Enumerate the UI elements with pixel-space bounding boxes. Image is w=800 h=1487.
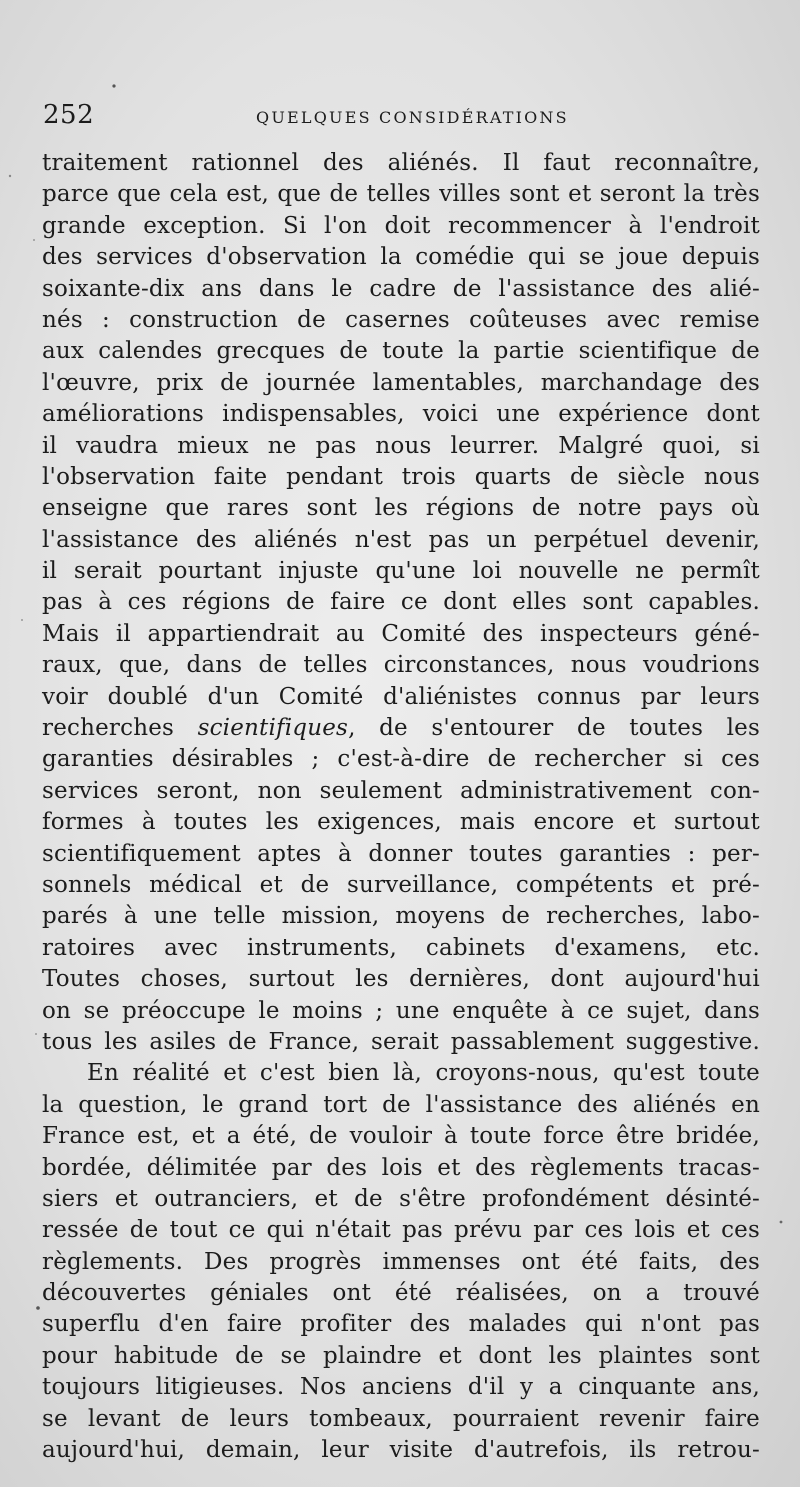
text-line: services seront, non seulement administrativement con- bbox=[42, 777, 760, 804]
text-line-paragraph-start: En réalité et c'est bien là, croyons-nous, qu'est toute bbox=[87, 1060, 760, 1087]
text-line: aux calendes grecques de toute la partie scientifique de bbox=[42, 338, 760, 365]
text-line: pour habitude de se plaindre et dont les plaintes sont bbox=[42, 1342, 760, 1369]
text-line: voir doublé d'un Comité d'aliénistes connus par leurs bbox=[42, 683, 760, 710]
text-line: enseigne que rares sont les régions de notre pays où bbox=[42, 495, 760, 522]
text-line: garanties désirables ; c'est-à-dire de rechercher si ces bbox=[42, 746, 760, 773]
text-line: siers et outranciers, et de s'être profondément désinté- bbox=[42, 1185, 760, 1212]
speck bbox=[112, 84, 115, 87]
speck bbox=[35, 1033, 37, 1035]
speck bbox=[33, 239, 35, 241]
text-run: , de s'entourer de toutes les bbox=[348, 715, 760, 742]
text-line: soixante-dix ans dans le cadre de l'assistance des alié- bbox=[42, 275, 760, 302]
text-line: raux, que, dans de telles circonstances, nous voudrions bbox=[42, 652, 760, 679]
text-run: recherches bbox=[42, 715, 175, 742]
text-line: formes à toutes les exigences, mais encore et surtout bbox=[42, 809, 760, 836]
speck bbox=[36, 1306, 40, 1310]
text-line: toujours litigieuses. Nos anciens d'il y a cinquante ans, bbox=[42, 1374, 760, 1401]
text-line: Toutes choses, surtout les dernières, dont aujourd'hui bbox=[42, 966, 760, 993]
text-line: scientifiquement aptes à donner toutes garanties : per- bbox=[42, 840, 760, 867]
text-line: découvertes géniales ont été réalisées, on a trouvé bbox=[42, 1280, 760, 1307]
speck bbox=[21, 619, 23, 621]
text-line: ratoires avec instruments, cabinets d'examens, etc. bbox=[42, 934, 760, 961]
text-line: tous les asiles de France, serait passablement suggestive. bbox=[42, 1028, 760, 1055]
speck bbox=[9, 175, 11, 177]
text-line: sonnels médical et de surveillance, compétents et pré- bbox=[42, 871, 760, 898]
text-line: l'assistance des aliénés n'est pas un perpétuel devenir, bbox=[42, 526, 760, 553]
speck bbox=[780, 1221, 783, 1224]
text-line: des services d'observation la comédie qui se joue depuis bbox=[42, 244, 760, 271]
body-text bbox=[42, 148, 760, 1466]
text-line: il serait pourtant injuste qu'une loi nouvelle ne permît bbox=[42, 558, 760, 585]
text-line: l'observation faite pendant trois quarts de siècle nous bbox=[42, 463, 760, 490]
text-line: se levant de leurs tombeaux, pourraient revenir faire bbox=[42, 1405, 760, 1432]
text-line: il vaudra mieux ne pas nous leurrer. Malgré quoi, si bbox=[42, 432, 760, 459]
text-line: règlements. Des progrès immenses ont été faits, des bbox=[42, 1248, 760, 1275]
text-line: pas à ces régions de faire ce dont elles sont capables. bbox=[42, 589, 760, 616]
running-head bbox=[43, 100, 763, 140]
text-line: nés : construction de casernes coûteuses avec remise bbox=[42, 306, 760, 333]
text-line: bordée, délimitée par des lois et des règlements tracas- bbox=[42, 1154, 760, 1181]
text-line-with-italic bbox=[42, 713, 760, 744]
text-line: traitement rationnel des aliénés. Il faut reconnaître, bbox=[42, 150, 760, 176]
text-line: l'œuvre, prix de journée lamentables, marchandage des bbox=[42, 369, 760, 396]
text-line: grande exception. Si l'on doit recommencer à l'endroit bbox=[42, 212, 760, 239]
text-line: Mais il appartiendrait au Comité des inspecteurs géné- bbox=[42, 620, 760, 647]
text-line: améliorations indispensables, voici une expérience dont bbox=[42, 401, 760, 428]
running-title: QUELQUES CONSIDÉRATIONS bbox=[256, 108, 569, 127]
text-line: aujourd'hui, demain, leur visite d'autrefois, ils retrou- bbox=[42, 1437, 760, 1464]
italic-word: scientifiques bbox=[197, 715, 349, 742]
text-line: parés à une telle mission, moyens de recherches, labo- bbox=[42, 903, 760, 930]
text-line: superflu d'en faire profiter des malades qui n'ont pas bbox=[42, 1311, 760, 1338]
text-line: France est, et a été, de vouloir à toute force être bridée, bbox=[42, 1123, 760, 1150]
text-line: on se préoccupe le moins ; une enquête à ce sujet, dans bbox=[42, 997, 760, 1024]
page-number: 252 bbox=[43, 100, 95, 130]
text-line: ressée de tout ce qui n'était pas prévu par ces lois et ces bbox=[42, 1217, 760, 1244]
text-line: parce que cela est, que de telles villes sont et seront la très bbox=[42, 181, 760, 208]
text-line: la question, le grand tort de l'assistance des aliénés en bbox=[42, 1091, 760, 1118]
